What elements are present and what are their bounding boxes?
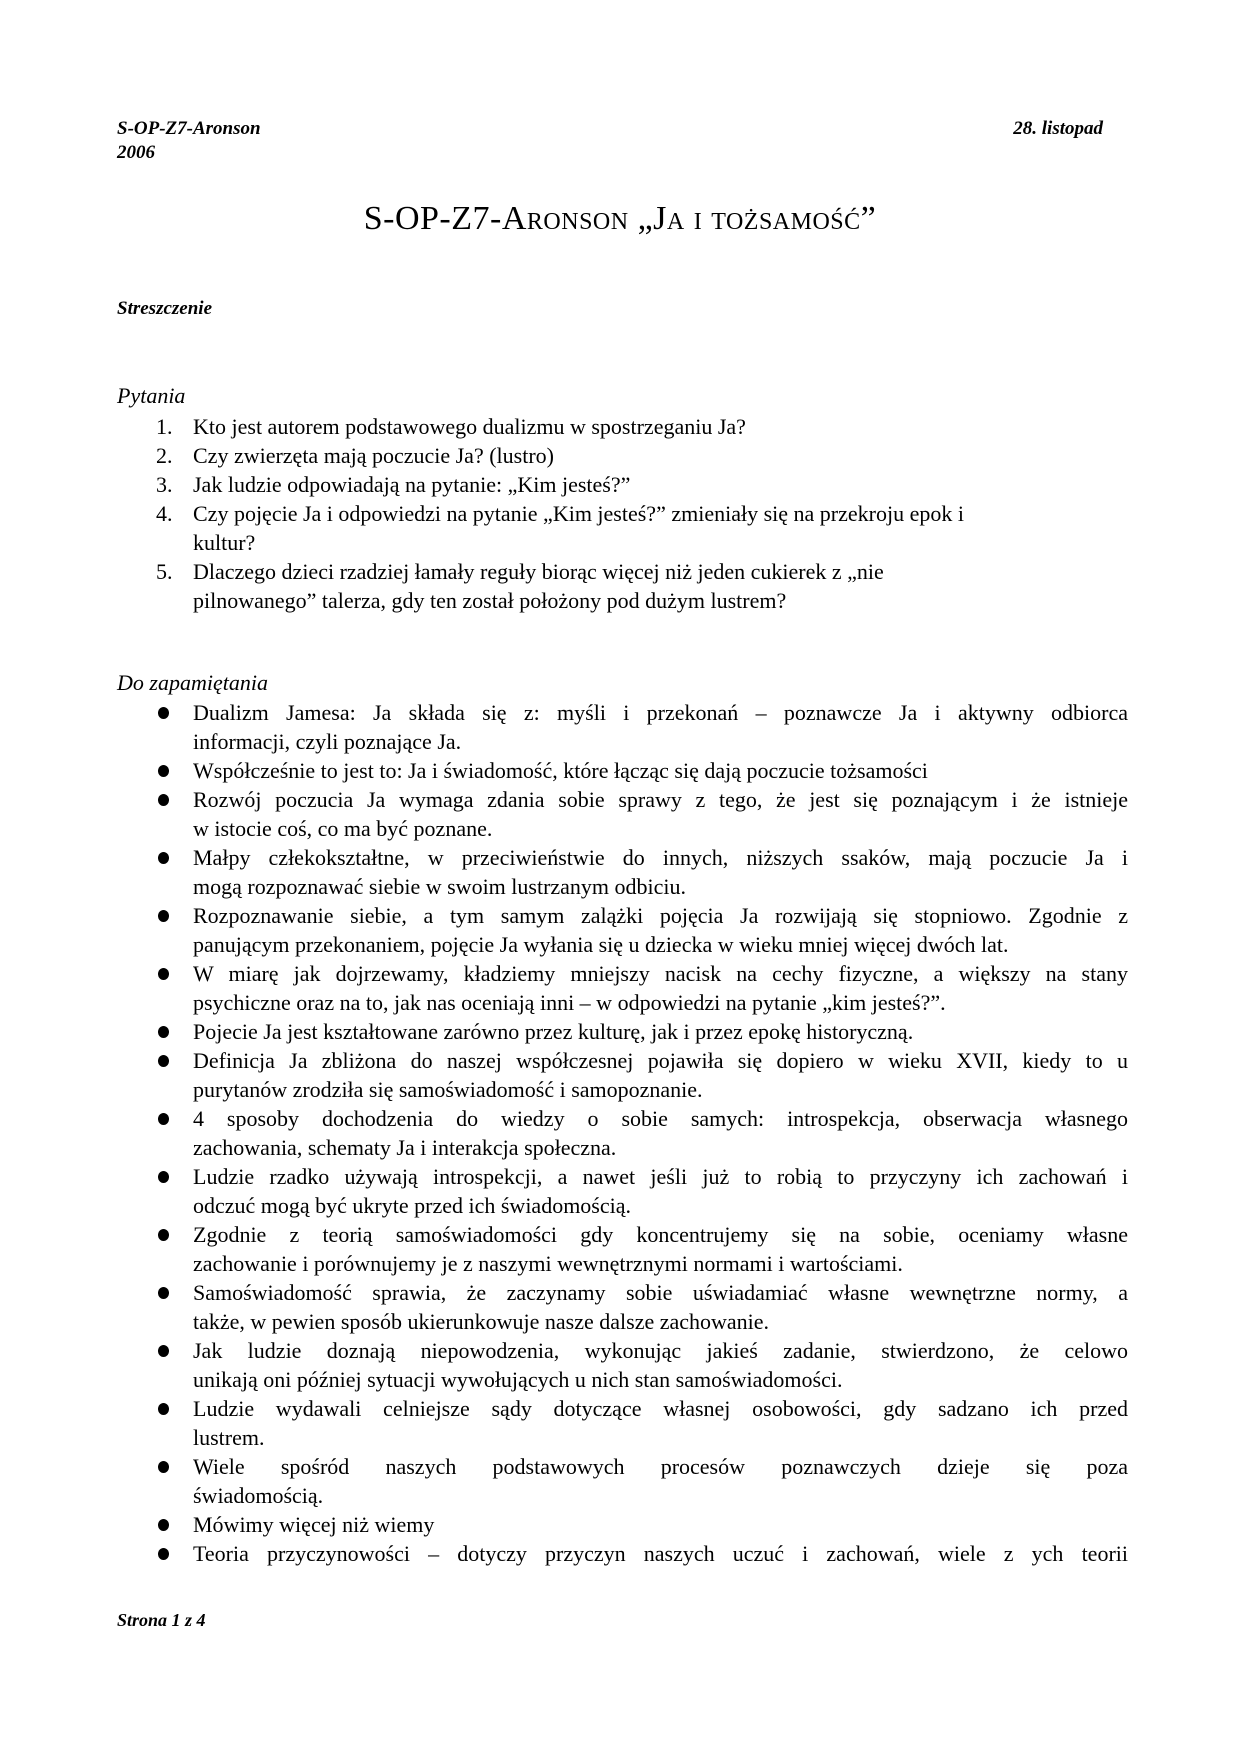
bullet-line: lustrem. — [193, 1425, 265, 1450]
bullet-icon — [158, 1026, 169, 1038]
bullet-line: Definicja Ja zbliżona do naszej współczesnej pojawiła się dopiero w wieku XVII, kiedy to u — [193, 1048, 1128, 1073]
bullet-icon — [158, 968, 169, 980]
bullet-line: Współcześnie to jest to: Ja i świadomość, które łącząc się dają poczucie tożsamości — [193, 758, 928, 783]
bullet-item — [150, 756, 1128, 785]
section-heading-summary: Streszczenie — [117, 298, 212, 319]
bullet-icon — [158, 1461, 169, 1473]
bullet-line: odczuć mogą być ukryte przed ich świadomością. — [193, 1193, 632, 1218]
bullet-line: psychiczne oraz na to, jak nas oceniają inni – w odpowiedzi na pytanie „kim jesteś?”. — [193, 990, 946, 1015]
bullet-line: Rozpoznawanie siebie, a tym samym zalążki pojęcia Ja rozwijają się stopniowo. Zgodnie z — [193, 903, 1128, 928]
bullet-item — [150, 959, 1128, 1017]
bullet-item — [150, 1162, 1128, 1220]
bullet-line: Teoria przyczynowości – dotyczy przyczyn naszych uczuć i zachowań, wiele z ych teorii — [193, 1541, 1128, 1566]
question-line: Jak ludzie odpowiadają na pytanie: „Kim jesteś?” — [193, 472, 631, 497]
bullet-line: Mówimy więcej niż wiemy — [193, 1512, 435, 1537]
remember-list — [150, 698, 1128, 1568]
section-heading-questions: Pytania — [117, 383, 186, 408]
header-left — [117, 117, 261, 165]
question-number: 4. — [156, 501, 173, 526]
bullet-item — [150, 785, 1128, 843]
bullet-line: świadomością. — [193, 1483, 324, 1508]
bullet-item — [150, 1278, 1128, 1336]
bullet-line: także, w pewien sposób ukierunkowuje nasze dalsze zachowanie. — [193, 1309, 770, 1334]
bullet-line: zachowanie i porównujemy je z naszymi wewnętrznymi normami i wartościami. — [193, 1251, 903, 1276]
bullet-line: Wiele spośród naszych podstawowych procesów poznawczych dzieje się poza — [193, 1454, 1128, 1479]
question-line: Czy pojęcie Ja i odpowiedzi na pytanie „Kim jesteś?” zmieniały się na przekroju epok i — [193, 501, 964, 526]
bullet-line: W miarę jak dojrzewamy, kładziemy mniejszy nacisk na cechy fizyczne, a większy na stany — [193, 961, 1128, 986]
bullet-line: Ludzie rzadko używają introspekcji, a nawet jeśli już to robią to przyczyny ich zachowań i — [193, 1164, 1128, 1189]
question-line: pilnowanego” talerza, gdy ten został położony pod dużym lustrem? — [193, 588, 787, 613]
question-number: 1. — [156, 414, 173, 439]
section-heading-remember: Do zapamiętania — [117, 670, 268, 695]
bullet-item — [150, 1394, 1128, 1452]
question-line: kultur? — [193, 530, 256, 555]
bullet-line: Jak ludzie doznają niepowodzenia, wykonując jakieś zadanie, stwierdzono, że celowo — [193, 1338, 1128, 1363]
bullet-icon — [158, 1403, 169, 1415]
bullet-icon — [158, 1113, 169, 1125]
bullet-icon — [158, 910, 169, 922]
bullet-item — [150, 1220, 1128, 1278]
bullet-icon — [158, 794, 169, 806]
bullet-icon — [158, 1519, 169, 1531]
bullet-line: panującym przekonaniem, pojęcie Ja wyłania się u dziecka w wieku mniej więcej dwóch lat. — [193, 932, 1009, 957]
bullet-item — [150, 1104, 1128, 1162]
bullet-line: w istocie coś, co ma być poznane. — [193, 816, 493, 841]
bullet-icon — [158, 707, 169, 719]
doc-year: 2006 — [117, 142, 155, 163]
doc-code: S-OP-Z7-Aronson — [117, 118, 261, 139]
question-line: Czy zwierzęta mają poczucie Ja? (lustro) — [193, 443, 554, 468]
bullet-item — [150, 1017, 1128, 1046]
bullet-line: Samoświadomość sprawia, że zaczynamy sobie uświadamiać własne wewnętrzne normy, a — [193, 1280, 1128, 1305]
question-number: 3. — [156, 472, 173, 497]
bullet-icon — [158, 1287, 169, 1299]
bullet-line: Dualizm Jamesa: Ja składa się z: myśli i przekonań – poznawcze Ja i aktywny odbiorca — [193, 700, 1128, 725]
bullet-line: zachowania, schematy Ja i interakcja społeczna. — [193, 1135, 617, 1160]
bullet-icon — [158, 852, 169, 864]
bullet-item — [150, 1046, 1128, 1104]
bullet-icon — [158, 1229, 169, 1241]
bullet-item — [150, 1539, 1128, 1568]
question-item — [150, 412, 1128, 441]
bullet-item — [150, 843, 1128, 901]
bullet-line: 4 sposoby dochodzenia do wiedzy o sobie samych: introspekcja, obserwacja własnego — [193, 1106, 1128, 1131]
question-item — [150, 499, 1128, 557]
bullet-item — [150, 1452, 1128, 1510]
question-item — [150, 557, 1128, 615]
bullet-line: mogą rozpoznawać siebie w swoim lustrzanym odbiciu. — [193, 874, 687, 899]
bullet-line: unikają oni później sytuacji wywołujących u nich stan samoświadomości. — [193, 1367, 843, 1392]
question-line: Dlaczego dzieci rzadziej łamały reguły biorąc więcej niż jeden cukierek z „nie — [193, 559, 884, 584]
bullet-icon — [158, 1548, 169, 1560]
header-date: 28. listopad — [1013, 118, 1103, 139]
bullet-icon — [158, 1171, 169, 1183]
bullet-item — [150, 698, 1128, 756]
bullet-line: Ludzie wydawali celniejsze sądy dotyczące własnej osobowości, gdy sadzano ich przed — [193, 1396, 1128, 1421]
page-number: Strona 1 z 4 — [117, 1610, 206, 1630]
bullet-line: Rozwój poczucia Ja wymaga zdania sobie sprawy z tego, że jest się poznającym i że istnieje — [193, 787, 1128, 812]
question-number: 2. — [156, 443, 173, 468]
bullet-line: purytanów zrodziła się samoświadomość i samopoznanie. — [193, 1077, 703, 1102]
question-item — [150, 441, 1128, 470]
bullet-item — [150, 901, 1128, 959]
bullet-line: informacji, czyli poznające Ja. — [193, 729, 462, 754]
bullet-icon — [158, 1345, 169, 1357]
page-title: S-OP-Z7-Aronson „Ja i tożsamość” — [363, 200, 877, 237]
bullet-line: Małpy człekokształtne, w przeciwieństwie do innych, niższych ssaków, mają poczucie Ja i — [193, 845, 1128, 870]
bullet-item — [150, 1336, 1128, 1394]
bullet-line: Pojecie Ja jest kształtowane zarówno przez kulturę, jak i przez epokę historyczną. — [193, 1019, 914, 1044]
questions-list — [150, 412, 1128, 615]
bullet-icon — [158, 765, 169, 777]
bullet-line: Zgodnie z teorią samoświadomości gdy koncentrujemy się na sobie, oceniamy własne — [193, 1222, 1128, 1247]
question-number: 5. — [156, 559, 173, 584]
question-item — [150, 470, 1128, 499]
question-line: Kto jest autorem podstawowego dualizmu w spostrzeganiu Ja? — [193, 414, 746, 439]
bullet-icon — [158, 1055, 169, 1067]
bullet-item — [150, 1510, 1128, 1539]
